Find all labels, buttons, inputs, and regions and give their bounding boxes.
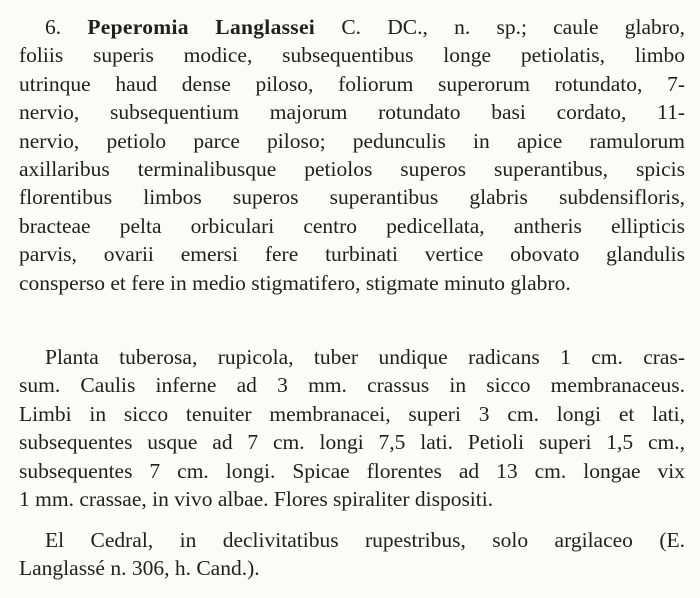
- description-line: parvis, ovarii emersi fere turbinati vertice obovato glandulis: [19, 242, 685, 267]
- details-line: sum. Caulis inferne ad 3 mm. crassus in sicco membranaceus.: [19, 373, 685, 398]
- description-line: nervio, subsequentium majorum rotundato basi cordato, 11-: [19, 100, 685, 125]
- description-line: consperso et fere in medio stigmatifero, stigmate minuto glabro.: [19, 270, 571, 295]
- species-description-paragraph: [19, 13, 685, 297]
- description-line: florentibus limbos superos superantibus glabris subdensifloris,: [19, 185, 685, 210]
- description-line: bracteae pelta orbiculari centro pedicellata, antheris ellipticis: [19, 213, 685, 238]
- species-name: Peperomia Langlassei: [87, 15, 316, 39]
- details-line: subsequentes 7 cm. longi. Spicae florentes ad 13 cm. longae vix: [19, 458, 685, 483]
- locality-line: El Cedral, in declivitatibus rupestribus, solo argilaceo (E.: [45, 528, 685, 552]
- description-line: foliis superis modice, subsequentibus longe petiolatis, limbo: [19, 43, 685, 68]
- description-line: utrinque haud dense piloso, foliorum superorum rotundato, 7-: [19, 71, 685, 96]
- species-authority: C. DC., n. sp.; caule glabro,: [341, 15, 686, 39]
- locality-line: Langlassé n. 306, h. Cand.).: [19, 556, 260, 581]
- details-line: Planta tuberosa, rupicola, tuber undique radicans 1 cm. cras-: [45, 345, 685, 369]
- entry-number: 6.: [45, 15, 62, 39]
- details-line: subsequentes usque ad 7 cm. longi 7,5 lati. Petioli superi 1,5 cm.,: [19, 430, 685, 455]
- description-first-line: [19, 13, 685, 41]
- details-line: Limbi in sicco tenuiter membranacei, superi 3 cm. longi et lati,: [19, 401, 685, 426]
- locality-paragraph: [19, 526, 685, 583]
- description-line: axillaribus terminalibusque petiolos superos superantibus, spicis: [19, 157, 685, 182]
- details-line: 1 mm. crassae, in vivo albae. Flores spiraliter dispositi.: [19, 487, 494, 512]
- plant-details-paragraph: [19, 343, 685, 513]
- description-line: nervio, petiolo parce piloso; pedunculis in apice ramulorum: [19, 128, 685, 153]
